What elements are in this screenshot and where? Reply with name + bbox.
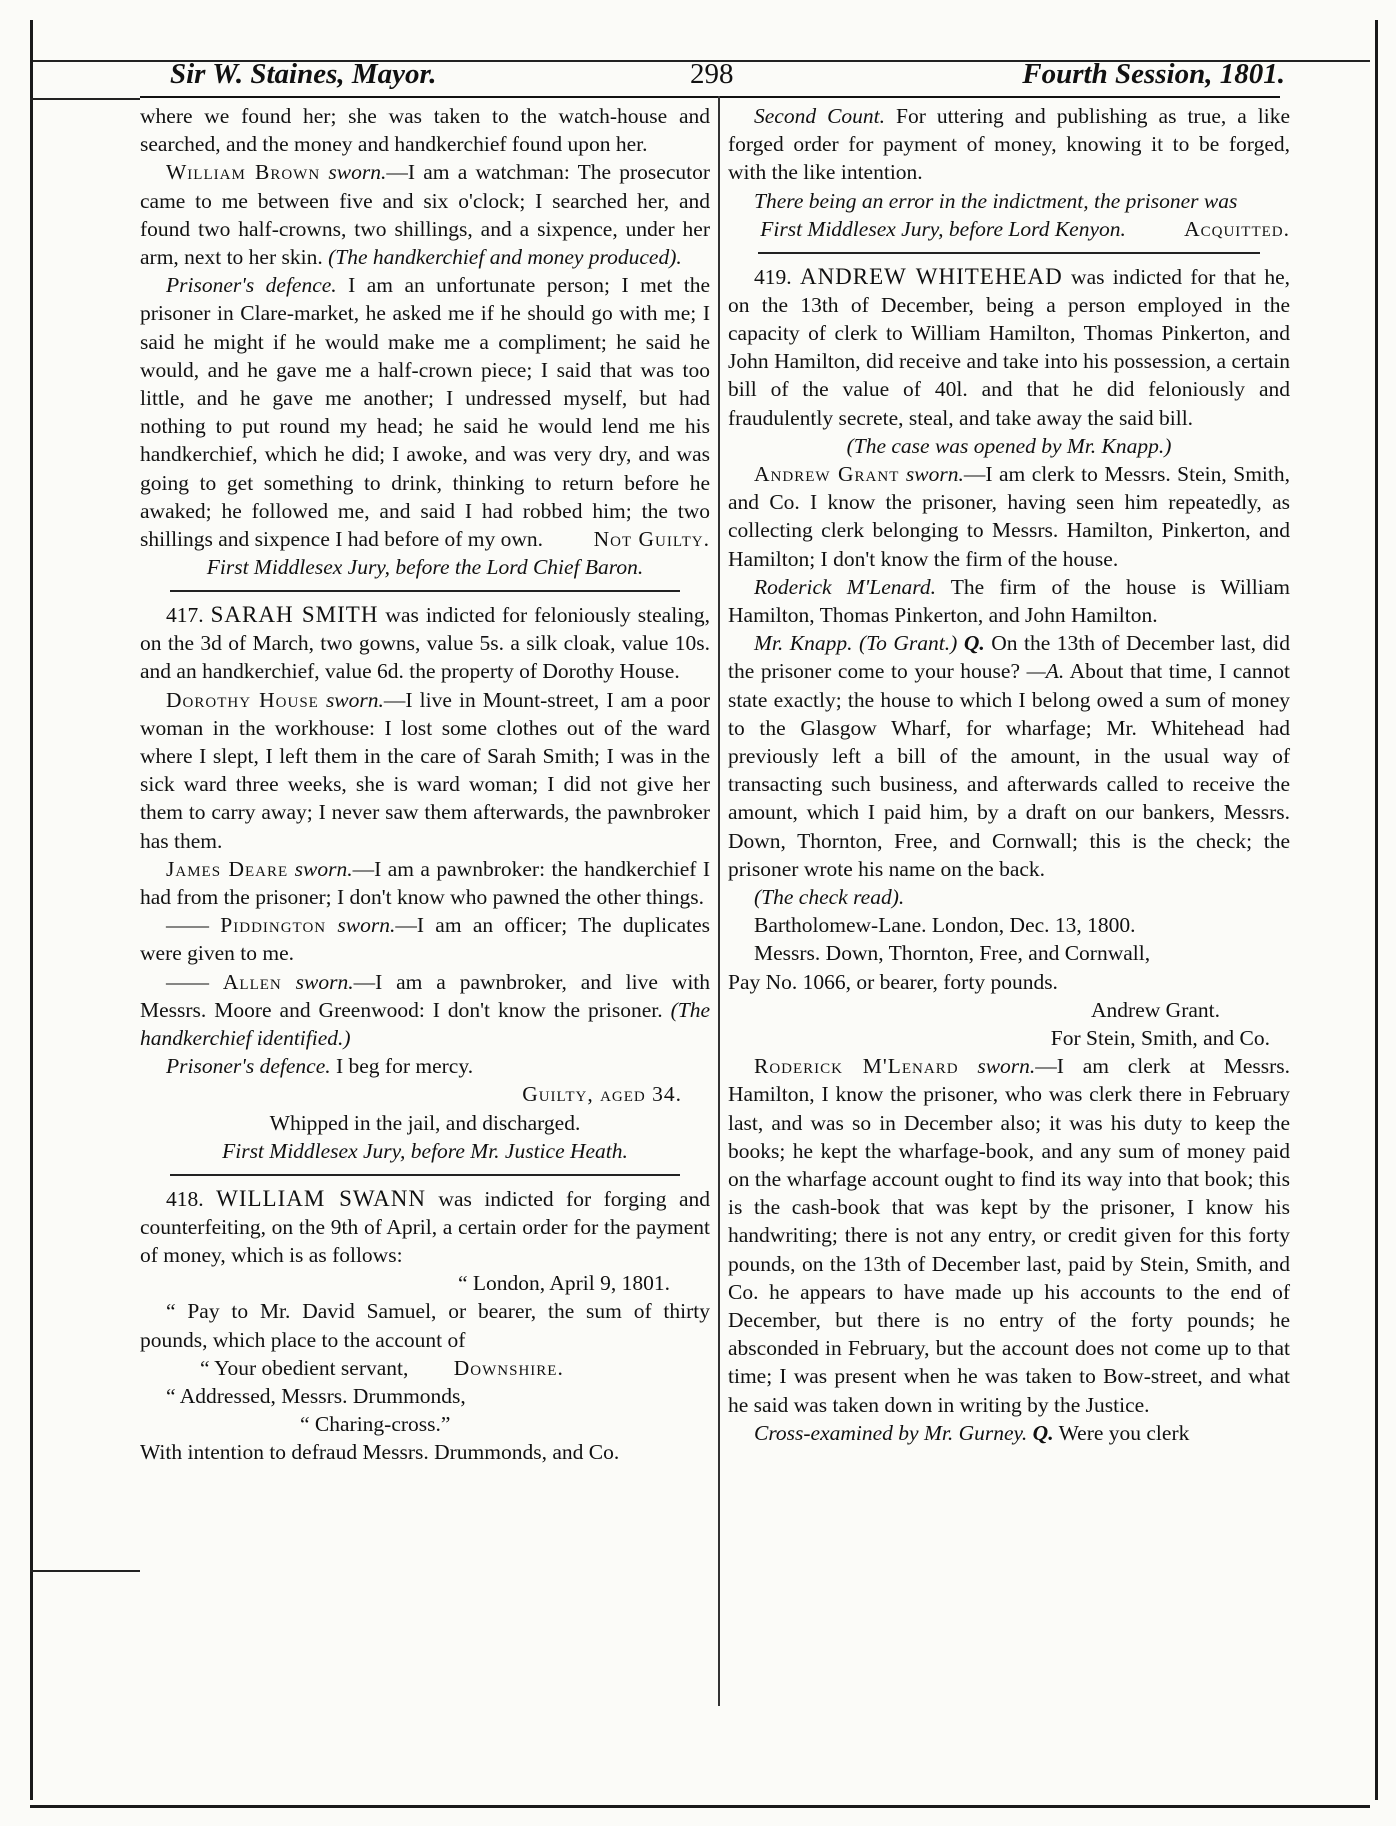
quoted-order-address: “ Addressed, Messrs. Drummonds, — [166, 1383, 466, 1408]
text: where we found her; she was taken to the watch-house and searched, and the money and handkerchief found upon her. — [140, 104, 710, 157]
count-label: Second Count. — [754, 104, 886, 128]
question: Were you clerk — [1058, 1420, 1190, 1445]
section-rule — [170, 590, 680, 592]
check-firm: For Stein, Smith, and Co. — [1050, 1026, 1270, 1050]
scan-border-left — [30, 20, 33, 1800]
check-read: (The check read). — [754, 884, 905, 909]
case-number: 417. — [166, 602, 204, 627]
signatory: Downshire. — [453, 1355, 564, 1380]
sworn-label: sworn. — [905, 461, 964, 486]
scan-mark — [30, 98, 140, 100]
sworn-label: sworn. — [325, 687, 384, 712]
testimony-dorothy-house — [140, 686, 710, 855]
testimony-roderick-mlenard-sworn — [728, 1052, 1290, 1419]
text: —I am an officer; The duplicates were given to me. — [140, 913, 711, 966]
text: was indicted for forging and counterfeiting, on the 9th of April, a certain order for the payment of money, which is as follows: — [140, 1186, 711, 1267]
page-number: 298 — [690, 58, 734, 90]
case-number: 419. — [754, 264, 792, 289]
header-mayor: Sir W. Staines, Mayor. — [170, 58, 437, 90]
witness-name: James Deare — [166, 856, 289, 881]
scan-mark — [30, 1570, 140, 1572]
verdict: Acquitted. — [1184, 216, 1290, 241]
column-divider — [718, 96, 720, 1706]
text: —I am clerk at Messrs. Hamilton, I know the prisoner, who was clerk there in February last, and was so in December also; it was his duty to keep the books; he kept the wharfage-book, and any sum of money paid on the wharfage account ought to find its way into that book; this is the cash-book that was kept by the prisoner, I know his handwriting; there is not any entry, or credit given for this forty pounds, on the 13th of December last, paid by Stein, Smith, and Co. he appears to have made up his accounts to the end of December, but there is no entry of the forty pounds; he absconded in February, but the account does not come up to that time; I was present when he was taken to Bow-street, and what he said was taken down in writing by the Justice. — [728, 1054, 1291, 1417]
check-line: Messrs. Down, Thornton, Free, and Cornwall, — [754, 941, 1151, 966]
testimony-andrew-grant — [728, 460, 1290, 573]
case-419-heading — [728, 263, 1290, 432]
defendant-name: ANDREW WHITEHEAD — [799, 263, 1063, 289]
question-marker: Q. — [1032, 1420, 1054, 1445]
left-column — [140, 102, 710, 1467]
quoted-order-date: “ London, April 9, 1801. — [458, 1271, 670, 1296]
witness-name: Piddington — [220, 913, 327, 938]
jury-line: First Middlesex Jury, before Mr. Justice Heath. — [222, 1138, 628, 1163]
answer: About that time, I cannot state exactly; the house to which I belong owed a sum of money to the Glasgow Wharf, for wharfage; Mr. Whitehead had previously left a bill of the amount, in the usual way of transacting such business, and afterwards called to receive the amount, which I paid him, by a draft on our bankers, Messrs. Down, Thornton, Free, and Cornwall; this is the check; the prisoner wrote his name on the back. — [728, 659, 1291, 881]
text: I am an unfortunate person; I met the prisoner in Clare-market, he asked me if he should go with me; I said he might if he would make me a compliment; he said he would, and he gave me a half-crown piece; I said that was too little, and he gave me another; I undressed myself, but had nothing to put round my head; he said he would lend me his handkerchief, which he did; I awoke, and was very dry, and was going to get something to drink, thinking to return before he awaked; he followed me, and said I had robbed him; the two shillings and sixpence I had before of my own. — [140, 273, 711, 552]
sworn-label: sworn. — [294, 856, 353, 881]
section-rule — [758, 252, 1260, 254]
witness-name: Andrew Grant — [754, 461, 900, 486]
question-marker: Q. — [963, 631, 985, 656]
witness-name: Dorothy House — [166, 687, 319, 712]
text: I beg for mercy. — [335, 1054, 474, 1079]
scan-border-right — [1375, 20, 1378, 1800]
stage-direction: (The handkerchief and money produced). — [328, 245, 682, 270]
scan-border-bottom — [30, 1805, 1370, 1808]
jury-line: First Middlesex Jury, before the Lord Chief Baron. — [206, 555, 644, 580]
paragraph — [140, 102, 710, 158]
text: For uttering and publishing as true, a like forged order for payment of money, knowing it to be forged, with the like intention. — [728, 104, 1291, 185]
testimony-roderick-mlenard — [728, 573, 1290, 629]
testimony-allen — [140, 968, 710, 1053]
text: “ Your obedient servant, — [200, 1355, 409, 1380]
text: was indicted for feloniously stealing, on the 3d of March, two gowns, value 5s. a silk cloak, value 10s. and an handkerchief, value 6d. the property of Dorothy House. — [140, 602, 711, 684]
text: The firm of the house is William Hamilton, Thomas Pinkerton, and John Hamilton. — [728, 574, 1290, 627]
defence-label: Prisoner's defence. — [166, 1054, 331, 1079]
prisoner-defence — [140, 271, 710, 553]
dash: —— — [166, 969, 209, 994]
witness-name: Roderick M'Lenard. — [754, 574, 936, 599]
text: was indicted for that he, on the 13th of December, being a person employed in the capacity of clerk to William Hamilton, Thomas Pinkerton, and John Hamilton, did receive and take into his possession, a certain bill of the value of 40l. and that he did feloniously and fraudulently secrete, steal, and take away the said bill. — [728, 264, 1291, 430]
witness-name: Roderick M'Lenard — [754, 1054, 959, 1079]
question: On the 13th of December last, did the prisoner come to your house? — [728, 631, 1291, 684]
witness-name: William Brown — [166, 160, 321, 185]
case-opened: (The case was opened by Mr. Knapp.) — [846, 433, 1172, 458]
text: —I am a watchman: The prosecutor came to me between five and six o'clock; I searched her, and found two half-crowns, two shillings, and a sixpence, under her arm, next to her skin. — [140, 160, 711, 270]
sworn-label: sworn. — [337, 913, 396, 938]
text: —I am a pawnbroker, and live with Messrs. Moore and Greenwood: I don't know the prisoner. — [140, 969, 711, 1022]
case-418-heading — [140, 1185, 710, 1270]
examiner-label: Cross-examined by Mr. Gurney. — [754, 1420, 1028, 1445]
examiner-label: Mr. Knapp. (To Grant.) — [754, 631, 958, 656]
sworn-label: sworn. — [328, 160, 387, 185]
dash: —— — [166, 913, 209, 938]
cross-examination — [728, 1419, 1290, 1447]
header-session: Fourth Session, 1801. — [1022, 58, 1285, 90]
verdict: Guilty, aged 34. — [522, 1082, 682, 1107]
examination-knapp — [728, 629, 1290, 883]
header-rule — [140, 96, 1280, 98]
defendant-name: SARAH SMITH — [210, 601, 379, 627]
testimony-james-deare — [140, 855, 710, 911]
sentence: Whipped in the jail, and discharged. — [269, 1110, 581, 1135]
page-header — [150, 50, 1285, 96]
text: There being an error in the indictment, the prisoner was — [754, 188, 1238, 213]
defendant-name: WILLIAM SWANN — [216, 1185, 426, 1211]
defence-label: Prisoner's defence. — [166, 273, 337, 298]
check-signature: Andrew Grant. — [1091, 997, 1220, 1022]
second-count — [728, 102, 1290, 187]
answer-marker: —A. — [1026, 659, 1065, 684]
sworn-label: sworn. — [295, 969, 354, 994]
stage-direction: (The handkerchief identified.) — [140, 997, 710, 1050]
case-417-heading — [140, 601, 710, 686]
check-line: Pay No. 1066, or bearer, forty pounds. — [728, 969, 1058, 994]
right-column — [728, 102, 1290, 1447]
check-line: Bartholomew-Lane. London, Dec. 13, 1800. — [754, 913, 1136, 938]
text: —I am clerk to Messrs. Stein, Smith, and Co. I know the prisoner, having seen him repeatedly, as collecting clerk belonging to Messrs. Hamilton, Pinkerton, and Hamilton; I don't know the firm of the house. — [728, 461, 1290, 571]
quoted-order-place: “ Charing-cross.” — [300, 1412, 451, 1437]
quoted-order-body: “ Pay to Mr. David Samuel, or bearer, the sum of thirty pounds, which place to the account of — [140, 1299, 710, 1352]
witness-name: Allen — [222, 969, 282, 994]
sworn-label: sworn. — [977, 1054, 1036, 1079]
jury-line: First Middlesex Jury, before Lord Kenyon. — [760, 216, 1126, 241]
section-rule — [170, 1174, 680, 1176]
quoted-order-signoff — [140, 1354, 710, 1382]
testimony-william-brown — [140, 158, 710, 271]
text: —I live in Mount-street, I am a poor woman in the workhouse: I lost some clothes out of the ward where I slept, I left them in the care of Sarah Smith; I was in the sick ward three weeks, she is ward woman; I did not give her them to carry away; I never saw them afterwards, the pawnbroker has them. — [140, 687, 711, 853]
testimony-piddington — [140, 911, 710, 967]
prisoner-defence-417 — [140, 1052, 710, 1080]
intent-text: With intention to defraud Messrs. Drummonds, and Co. — [140, 1440, 620, 1465]
verdict: Not Guilty. — [593, 527, 710, 552]
text: —I am a pawnbroker: the handkerchief I had from the prisoner; I don't know who pawned the other things. — [140, 856, 711, 909]
case-number: 418. — [166, 1186, 204, 1211]
